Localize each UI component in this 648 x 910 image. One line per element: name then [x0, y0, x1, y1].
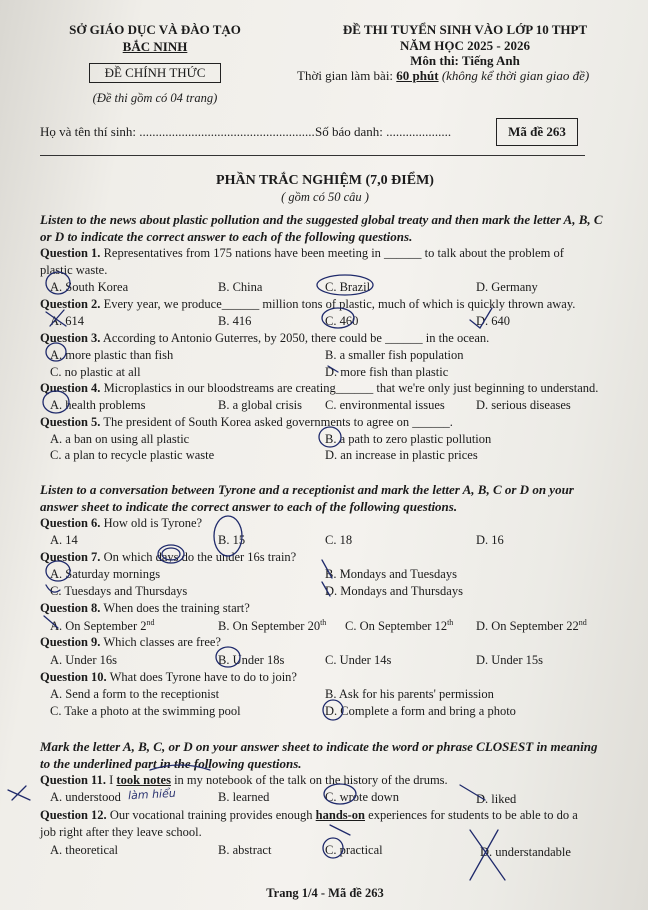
- handwritten-note: làm hiểu: [127, 786, 177, 803]
- q4-option-d[interactable]: D. serious diseases: [476, 398, 571, 412]
- q11-underlined: took notes: [116, 773, 171, 787]
- question-10: Question 10. What does Tyrone have to do to join?: [40, 670, 297, 684]
- subject: Môn thi: Tiếng Anh: [410, 53, 520, 68]
- question-7: Question 7. On which days do the under 16s train?: [40, 550, 297, 564]
- q1-option-d[interactable]: D. Germany: [476, 280, 538, 294]
- province-name: BẮC NINH: [122, 39, 188, 54]
- q6-option-a[interactable]: A. 14: [50, 533, 78, 547]
- time-info: [297, 68, 589, 84]
- q3-option-c[interactable]: C. no plastic at all: [50, 365, 141, 379]
- q9-option-d[interactable]: D. Under 15s: [476, 653, 544, 667]
- header-divider: [40, 155, 585, 156]
- question-11: Question 11. I took notes in my notebook of the talk on the history of the drums.: [40, 773, 448, 787]
- part1-instruction-line2: or D to indicate the correct answer to each of the following questions.: [40, 229, 413, 244]
- part2-instruction-line2: answer sheet to indicate the correct answer to each of the following questions.: [40, 499, 458, 514]
- question-4: Question 4. Microplastics in our bloodstreams are creating______ that we're only just beginning to understand.: [40, 381, 599, 395]
- time-prefix: Thời gian làm bài:: [297, 68, 397, 83]
- q1-option-a[interactable]: A. South Korea: [50, 280, 129, 294]
- student-name-field: Họ và tên thí sinh: ......................................................: [40, 124, 315, 139]
- q7-option-d[interactable]: D. Mondays and Thursdays: [325, 584, 463, 598]
- q11-option-d[interactable]: D. liked: [476, 792, 517, 806]
- q11-option-c[interactable]: C. wrote down: [325, 790, 399, 804]
- q7-option-b[interactable]: B. Mondays and Tuesdays: [325, 567, 457, 581]
- q4-option-b[interactable]: B. a global crisis: [218, 398, 303, 412]
- question-9: Question 9. Which classes are free?: [40, 635, 221, 649]
- part3-instruction-line1: Mark the letter A, B, C, or D on your answer sheet to indicate the word or phrase CLOSEST in meaning: [40, 739, 598, 754]
- q7-option-c[interactable]: C. Tuesdays and Thursdays: [50, 584, 188, 598]
- question-1-line2: plastic waste.: [40, 263, 108, 277]
- q11-option-a[interactable]: A. understood: [50, 790, 121, 804]
- pages-note: (Đề thi gồm có 04 trang): [92, 91, 218, 105]
- q6-option-d[interactable]: D. 16: [476, 533, 504, 547]
- q5-option-d[interactable]: D. an increase in plastic prices: [325, 448, 478, 462]
- question-12-line2: job right after they leave school.: [40, 825, 202, 839]
- q4-option-c[interactable]: C. environmental issues: [325, 398, 445, 412]
- q9-option-a[interactable]: A. Under 16s: [50, 653, 118, 667]
- q10-option-b[interactable]: B. Ask for his parents' permission: [325, 687, 494, 701]
- q5-option-c[interactable]: C. a plan to recycle plastic waste: [50, 448, 215, 462]
- q5-option-b[interactable]: B. a path to zero plastic pollution: [325, 432, 492, 446]
- part3-instruction-line2: to the underlined part in the following questions.: [40, 756, 302, 771]
- q3-option-a[interactable]: A. more plastic than fish: [50, 348, 174, 362]
- question-8: Question 8. When does the training start?: [40, 601, 250, 615]
- q11-option-b[interactable]: B. learned: [218, 790, 270, 804]
- question-1: Question 1. Representatives from 175 nations have been meeting in ______ to talk about the problem of: [40, 246, 564, 260]
- q12-option-a[interactable]: A. theoretical: [50, 843, 119, 857]
- q6-option-b[interactable]: B. 15: [218, 533, 246, 547]
- q2-option-a[interactable]: A. 614: [50, 314, 85, 328]
- answer-cross-q11: [8, 786, 30, 800]
- q9-option-c[interactable]: C. Under 14s: [325, 653, 392, 667]
- department-name: SỞ GIÁO DỤC VÀ ĐÀO TẠO: [69, 22, 241, 37]
- exam-code: Mã đề 263: [496, 118, 578, 146]
- q10-option-c[interactable]: C. Take a photo at the swimming pool: [50, 704, 241, 718]
- q1-option-c[interactable]: C. Brazil: [325, 280, 371, 294]
- time-value: 60 phút: [396, 68, 439, 83]
- q8-option-c[interactable]: C. On September 12th: [345, 618, 454, 634]
- question-3: Question 3. According to Antonio Guterres, by 2050, there could be ______ in the ocean.: [40, 331, 490, 345]
- q10-option-a[interactable]: A. Send a form to the receptionist: [50, 687, 220, 701]
- q9-option-b[interactable]: B. Under 18s: [218, 653, 285, 667]
- q12-option-d[interactable]: D. understandable: [480, 845, 571, 859]
- q3-option-d[interactable]: D. more fish than plastic: [325, 365, 449, 379]
- school-year: NĂM HỌC 2025 - 2026: [400, 38, 530, 53]
- q8-option-b[interactable]: B. On September 20th: [218, 618, 327, 634]
- q3-option-b[interactable]: B. a smaller fish population: [325, 348, 464, 362]
- answer-mark-q12: [330, 825, 350, 835]
- question-2: Question 2. Every year, we produce______ million tons of plastic, much of which is quickly thrown away.: [40, 297, 576, 311]
- q8-option-d[interactable]: D. On September 22nd: [476, 618, 587, 634]
- q6-option-c[interactable]: C. 18: [325, 533, 353, 547]
- exam-title: ĐỀ THI TUYỂN SINH VÀO LỚP 10 THPT: [342, 22, 588, 37]
- q2-option-d[interactable]: D. 640: [476, 314, 511, 328]
- q2-option-b[interactable]: B. 416: [218, 314, 252, 328]
- official-badge: ĐỀ CHÍNH THỨC: [89, 63, 221, 83]
- q5-option-a[interactable]: A. a ban on using all plastic: [50, 432, 190, 446]
- q8-option-a[interactable]: A. On September 2nd: [50, 618, 155, 634]
- q12-option-b[interactable]: B. abstract: [218, 843, 272, 857]
- q4-option-a[interactable]: A. health problems: [50, 398, 146, 412]
- q7-option-a[interactable]: A. Saturday mornings: [50, 567, 161, 581]
- section-title: PHẦN TRẮC NGHIỆM (7,0 ĐIỂM): [216, 173, 434, 188]
- q1-option-b[interactable]: B. China: [218, 280, 263, 294]
- q12-option-c[interactable]: C. practical: [325, 843, 383, 857]
- q10-option-d[interactable]: D. Complete a form and bring a photo: [325, 704, 516, 718]
- q12-underlined: hands-on: [315, 808, 366, 822]
- time-note: (không kể thời gian giao đề): [441, 68, 590, 83]
- section-subtitle: ( gồm có 50 câu ): [281, 190, 369, 204]
- q2-option-c[interactable]: C. 460: [325, 314, 359, 328]
- question-6: Question 6. How old is Tyrone?: [40, 516, 203, 530]
- page-footer: Trang 1/4 - Mã đề 263: [266, 886, 384, 900]
- part1-instruction-line1: Listen to the news about plastic pollution and the suggested global treaty and then mark the letter A, B, C: [40, 212, 603, 227]
- part2-instruction-line1: Listen to a conversation between Tyrone and a receptionist and mark the letter A, B, C or D on your: [40, 482, 574, 497]
- question-5: Question 5. The president of South Korea asked governments to agree on ______.: [40, 415, 453, 429]
- question-12: Question 12. Our vocational training provides enough hands-on experiences for students to be able to do a: [40, 808, 578, 822]
- student-id-field: Số báo danh: ....................: [315, 124, 452, 139]
